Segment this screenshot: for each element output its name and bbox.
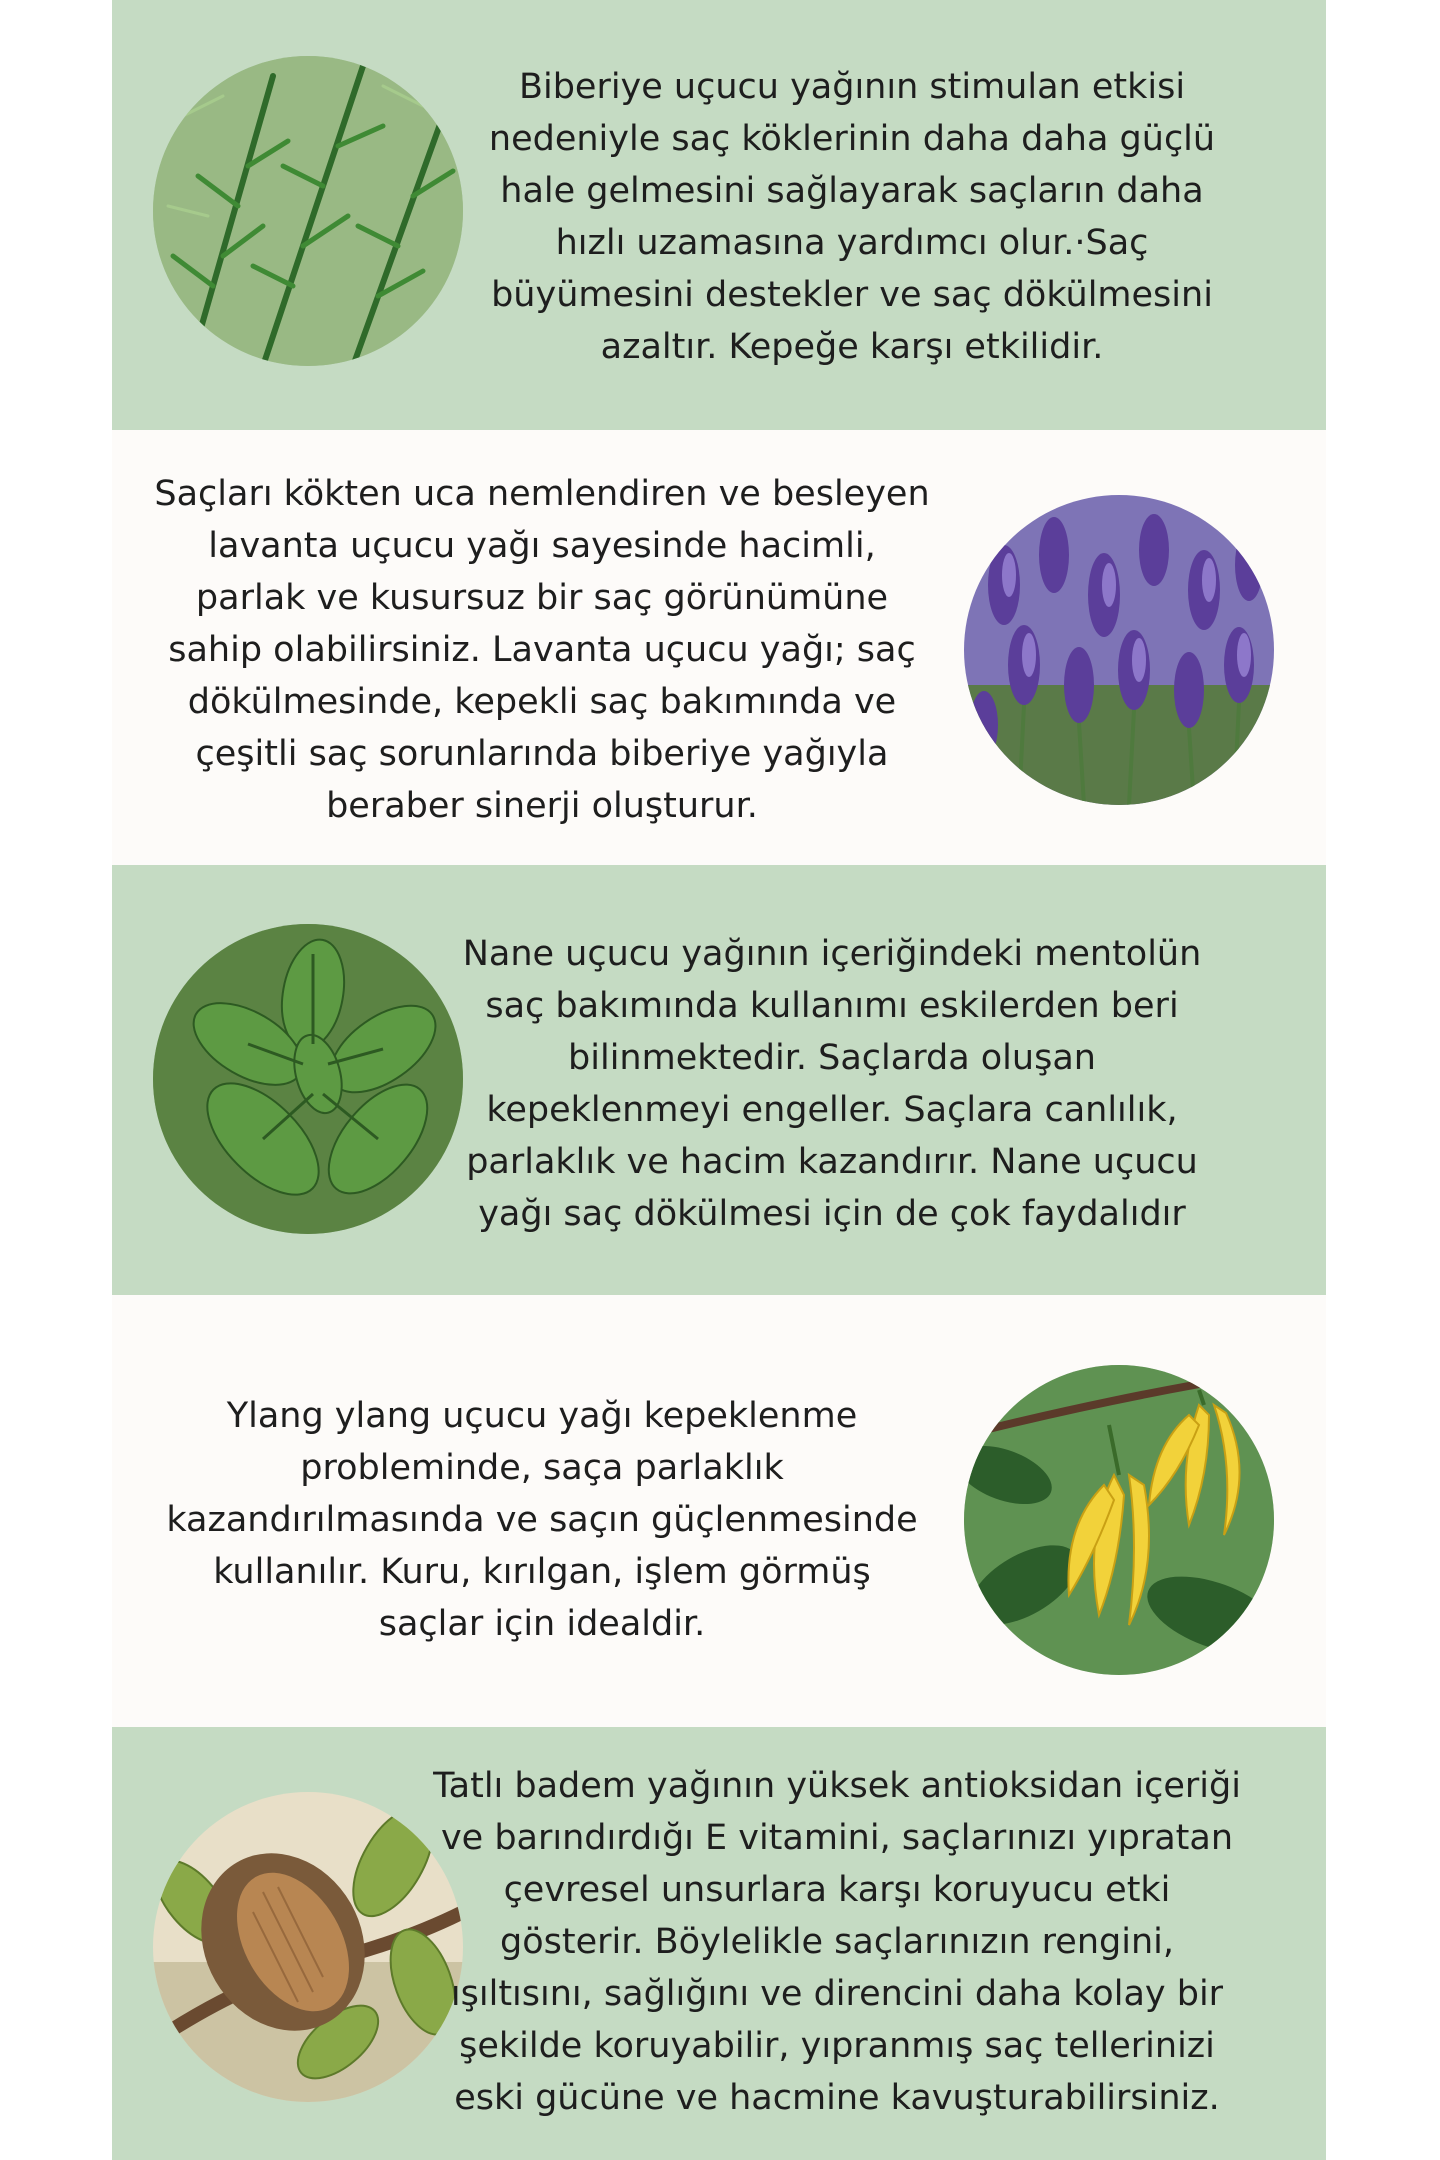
text-line: nedeniyle saç köklerinin daha daha güçlü	[488, 119, 1216, 159]
mint-description	[382, 928, 1282, 1240]
text-line: yağı saç dökülmesi için de çok faydalıdır	[478, 1194, 1186, 1234]
text-line: Tatlı badem yağının yüksek antioksidan içeriği	[433, 1766, 1241, 1806]
text-line: hızlı uzamasına yardımcı olur.·Saç	[555, 223, 1149, 263]
text-line: çeşitli saç sorunlarında biberiye yağıyla	[195, 734, 889, 774]
text-line: ışıltısını, sağlığını ve direncini daha kolay bir	[450, 1974, 1224, 2014]
text-line: Nane uçucu yağının içeriğindeki mentolün	[462, 934, 1202, 974]
text-line: sahip olabilirsiniz. Lavanta uçucu yağı; saç	[168, 630, 916, 670]
lavender-description	[122, 468, 962, 832]
text-line: gösterir. Böylelikle saçlarınızın rengini,	[500, 1922, 1174, 1962]
text-line: parlaklık ve hacim kazandırır. Nane uçucu	[466, 1142, 1198, 1182]
sweet-almond-description	[377, 1760, 1297, 2124]
text-line: Saçları kökten uca nemlendiren ve besleyen	[154, 474, 930, 514]
section-lavender	[112, 430, 1326, 865]
text-line: büyümesini destekler ve saç dökülmesini	[491, 275, 1213, 315]
section-rosemary	[112, 0, 1326, 430]
text-line: çevresel unsurlara karşı koruyucu etki	[503, 1870, 1171, 1910]
text-line: bilinmektedir. Saçlarda oluşan	[568, 1038, 1096, 1078]
text-line: azaltır. Kepeğe karşı etkilidir.	[600, 327, 1104, 367]
text-line: şekilde koruyabilir, yıpranmış saç tellerinizi	[459, 2026, 1215, 2066]
text-line: hale gelmesini sağlayarak saçların daha	[500, 171, 1204, 211]
text-line: kazandırılmasında ve saçın güçlenmesinde	[166, 1500, 918, 1540]
section-sweet-almond	[112, 1727, 1326, 2160]
text-line: ve barındırdığı E vitamini, saçlarınızı yıpratan	[440, 1818, 1234, 1858]
text-line: lavanta uçucu yağı sayesinde hacimli,	[208, 526, 876, 566]
text-line: parlak ve kusursuz bir saç görünümüne	[195, 578, 889, 618]
text-line: saçlar için idealdir.	[378, 1604, 706, 1644]
section-ylang-ylang	[112, 1295, 1326, 1727]
text-line: dökülmesinde, kepekli saç bakımında ve	[187, 682, 897, 722]
text-line: beraber sinerji oluşturur.	[326, 786, 758, 826]
text-line: saç bakımında kullanımı eskilerden beri	[485, 986, 1179, 1026]
text-line: probleminde, saça parlaklık	[300, 1448, 784, 1488]
ylang-ylang-description	[132, 1390, 952, 1650]
text-line: Biberiye uçucu yağının stimulan etkisi	[518, 67, 1186, 107]
ylang-ylang-photo	[964, 1365, 1274, 1675]
lavender-photo	[964, 495, 1274, 805]
text-line: kepeklenmeyi engeller. Saçlara canlılık,	[486, 1090, 1178, 1130]
text-line: kullanılır. Kuru, kırılgan, işlem görmüş	[213, 1552, 871, 1592]
rosemary-description	[412, 61, 1292, 373]
text-line: eski gücüne ve hacmine kavuşturabilirsiniz.	[454, 2078, 1220, 2118]
text-line: Ylang ylang uçucu yağı kepeklenme	[226, 1396, 858, 1436]
section-mint	[112, 865, 1326, 1295]
